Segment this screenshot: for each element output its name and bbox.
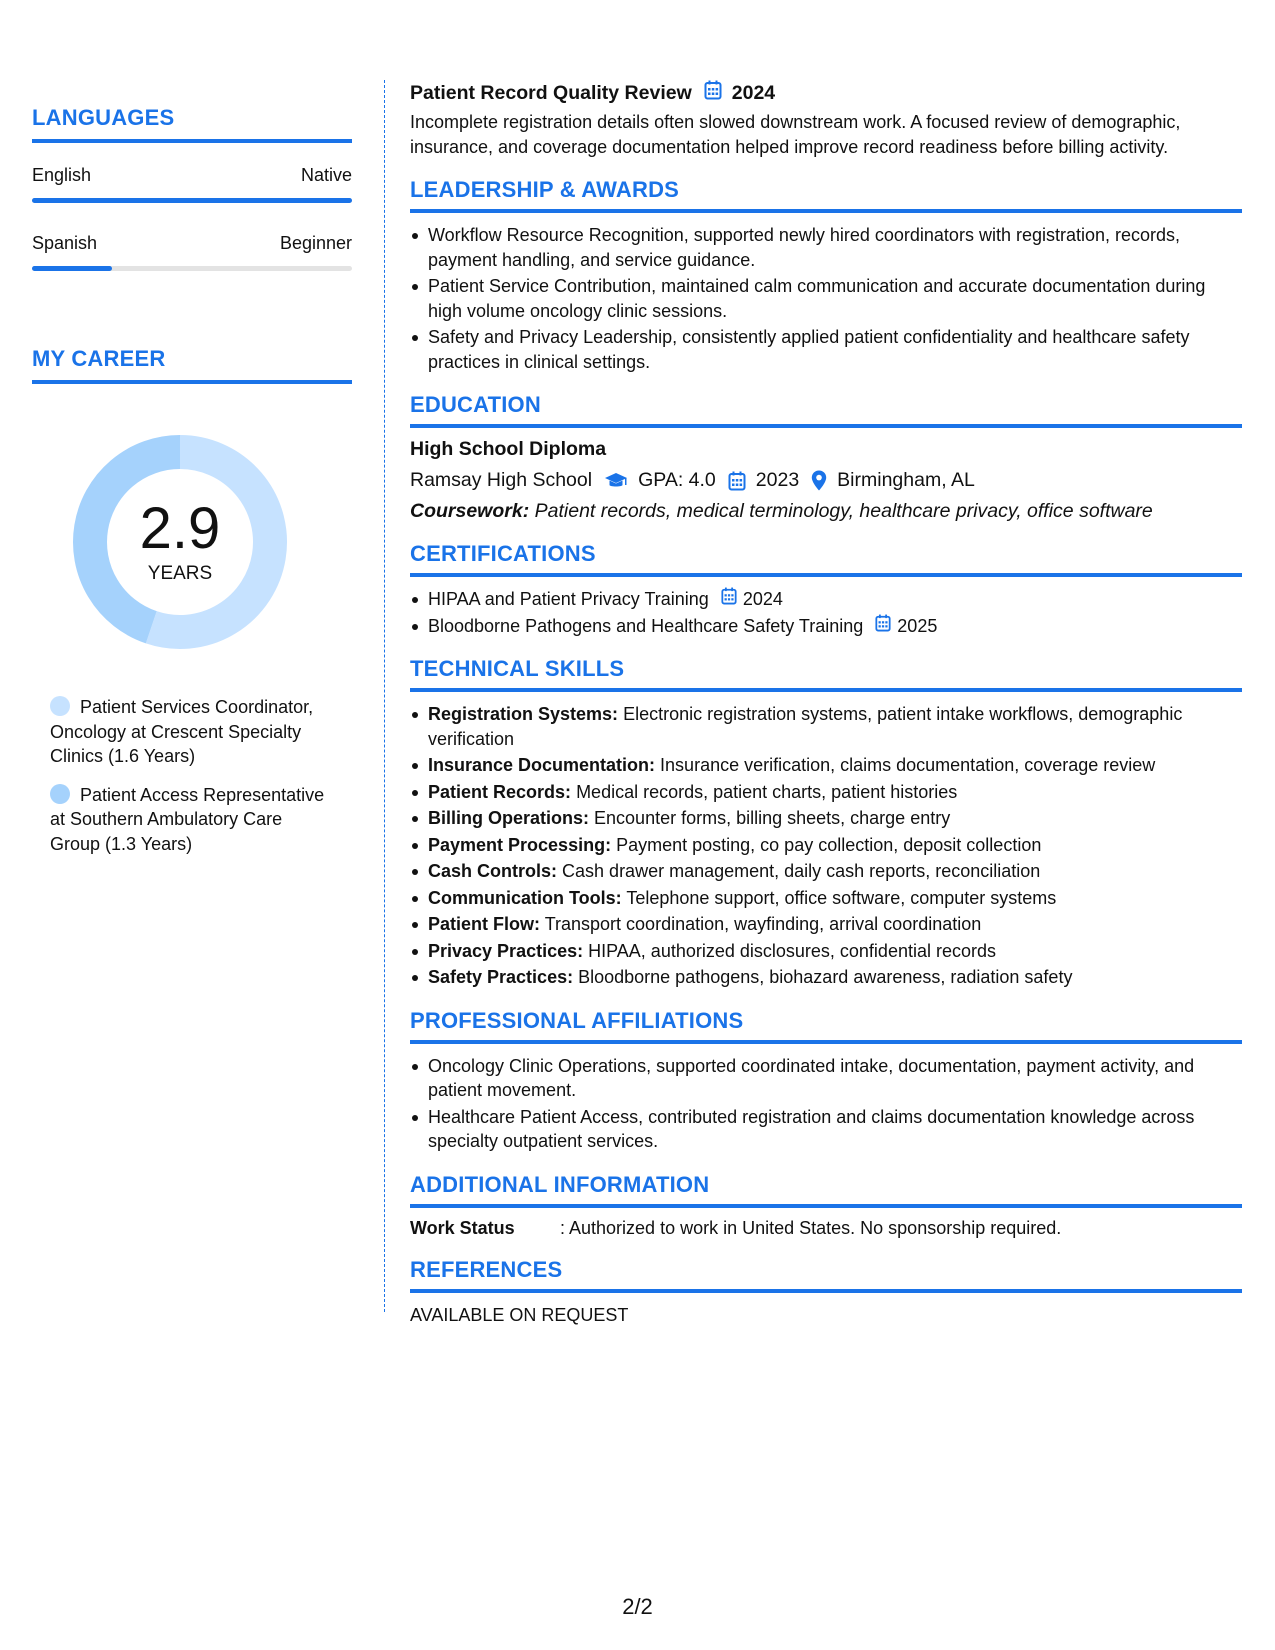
language-name: Spanish (32, 233, 98, 253)
language-item (32, 233, 352, 271)
skills-list (410, 702, 1242, 990)
languages-rule (32, 139, 352, 143)
legend-dot (50, 784, 70, 804)
language-bar-fill (32, 266, 112, 271)
list-item: Oncology Clinic Operations, supported coordinated intake, documentation, payment activity, and patient movement. (410, 1054, 1242, 1103)
education-section (410, 392, 1242, 523)
language-level: Native (300, 165, 352, 185)
career-donut-chart (65, 427, 295, 657)
career-section (32, 346, 352, 856)
education-school: Ramsay High School (410, 469, 593, 491)
references-section (410, 1257, 1242, 1326)
language-bar-fill (32, 198, 352, 203)
legend-label: Patient Access Representative at Southern Ambulatory Care Group (1.3 Years) (50, 784, 325, 854)
language-name: English (32, 165, 92, 185)
language-bar (32, 198, 352, 203)
skill-label: Patient Records: (428, 781, 572, 802)
language-level: Beginner (279, 233, 352, 253)
skill-text: Medical records, patient charts, patient histories (576, 781, 958, 802)
list-item (410, 806, 1242, 831)
list-item (410, 753, 1242, 778)
affiliations-section (410, 1008, 1242, 1154)
skill-label: Safety Practices: (428, 967, 574, 987)
education-year: 2023 (755, 469, 800, 491)
skill-text: HIPAA, authorized disclosures, confidential records (588, 940, 996, 961)
skill-label: Insurance Documentation: (428, 755, 656, 775)
career-legend (32, 695, 332, 856)
career-total-value: 2.9 (139, 496, 221, 561)
education-gpa: GPA: 4.0 (638, 469, 716, 491)
list-item (410, 886, 1242, 911)
list-item: Patient Service Contribution, maintained calm communication and accurate documentation during high volume oncology clinic sessions. (410, 274, 1242, 323)
references-text: AVAILABLE ON REQUEST (410, 1304, 629, 1325)
calendar-icon (721, 587, 737, 612)
legend-label: Patient Services Coordinator, Oncology at Crescent Specialty Clinics (1.6 Years) (50, 697, 314, 766)
left-column (32, 80, 352, 870)
education-location: Birmingham, AL (837, 469, 975, 491)
legend-dot (50, 696, 70, 716)
list-item (410, 702, 1242, 751)
skills-title: TECHNICAL SKILLS (410, 656, 625, 681)
skill-text: Payment posting, co pay collection, deposit collection (616, 834, 1042, 855)
location-pin-icon (811, 470, 827, 491)
list-item (410, 912, 1242, 937)
additional-info-section (410, 1172, 1242, 1239)
skill-label: Communication Tools: (428, 887, 622, 908)
list-item: Workflow Resource Recognition, supported newly hired coordinators with registration, records, payment handling, and service guidance. (410, 223, 1242, 272)
work-status-label: Work Status (410, 1217, 515, 1238)
list-item (410, 614, 1242, 639)
project-title: Patient Record Quality Review (410, 81, 692, 104)
list-item (410, 859, 1242, 884)
career-rule (32, 380, 352, 384)
calendar-icon (728, 471, 746, 491)
career-title: MY CAREER (32, 346, 166, 371)
column-divider (384, 80, 385, 1312)
coursework-label: Coursework: (410, 500, 530, 522)
skill-label: Registration Systems: (428, 704, 619, 724)
skill-label: Payment Processing: (428, 834, 612, 855)
skill-text: Electronic registration systems, patient intake workflows, demographic verification (428, 704, 1183, 749)
skill-label: Patient Flow: (428, 914, 540, 934)
skill-text: Encounter forms, billing sheets, charge entry (594, 808, 951, 828)
project-year: 2024 (731, 81, 776, 104)
list-item (410, 780, 1242, 805)
list-item (410, 965, 1242, 990)
certifications-list (410, 587, 1242, 638)
calendar-icon (875, 614, 891, 639)
career-total-unit: YEARS (147, 563, 213, 584)
language-bar (32, 266, 352, 271)
leadership-list (410, 223, 1242, 374)
list-item (410, 833, 1242, 858)
leadership-section (410, 177, 1242, 374)
affiliations-title: PROFESSIONAL AFFILIATIONS (410, 1007, 744, 1033)
education-title: EDUCATION (410, 392, 541, 417)
additional-info-title: ADDITIONAL INFORMATION (410, 1171, 710, 1197)
skill-text: Cash drawer management, daily cash reports, reconciliation (562, 861, 1041, 881)
coursework-text: Patient records, medical terminology, healthcare privacy, office software (534, 500, 1153, 522)
certifications-section (410, 541, 1242, 638)
skill-text: Telephone support, office software, computer systems (626, 887, 1057, 908)
affiliations-list (410, 1054, 1242, 1154)
skill-text: Insurance verification, claims documentation, coverage review (660, 755, 1156, 775)
page-number: 2/2 (622, 1594, 653, 1619)
cert-name: Bloodborne Pathogens and Healthcare Safety Training (428, 615, 864, 636)
legend-item (50, 695, 332, 769)
skill-text: Transport coordination, wayfinding, arrival coordination (544, 914, 982, 934)
skill-text: Bloodborne pathogens, biohazard awareness, radiation safety (578, 967, 1073, 987)
references-title: REFERENCES (410, 1256, 563, 1282)
project-section (410, 80, 1242, 159)
skill-label: Privacy Practices: (428, 940, 584, 961)
calendar-icon (704, 80, 722, 106)
languages-section (32, 105, 352, 271)
skills-section (410, 656, 1242, 990)
language-item (32, 165, 352, 203)
education-degree: High School Diploma (410, 438, 607, 460)
list-item: Healthcare Patient Access, contributed registration and claims documentation knowledge across specialty outpatient services. (410, 1105, 1242, 1154)
education-coursework (410, 500, 1242, 523)
cert-name: HIPAA and Patient Privacy Training (428, 589, 709, 609)
languages-title: LANGUAGES (32, 105, 175, 130)
legend-item (50, 783, 332, 857)
list-item (410, 587, 1242, 612)
cert-year: 2025 (897, 615, 938, 636)
leadership-title: LEADERSHIP & AWARDS (410, 177, 680, 202)
list-item: Safety and Privacy Leadership, consistently applied patient confidentiality and healthcare safety practices in clinical settings. (410, 325, 1242, 374)
certifications-title: CERTIFICATIONS (410, 541, 596, 566)
skill-label: Billing Operations: (428, 808, 590, 828)
project-description: Incomplete registration details often slowed downstream work. A focused review of demographic, insurance, and coverage documentation helped improve record readiness before billing activity. (410, 112, 1181, 157)
work-status-value: : Authorized to work in United States. No sponsorship required. (560, 1217, 1062, 1238)
skill-label: Cash Controls: (428, 861, 558, 881)
right-column (410, 80, 1242, 1326)
cert-year: 2024 (742, 589, 783, 609)
list-item (410, 939, 1242, 964)
graduation-cap-icon (604, 472, 628, 490)
